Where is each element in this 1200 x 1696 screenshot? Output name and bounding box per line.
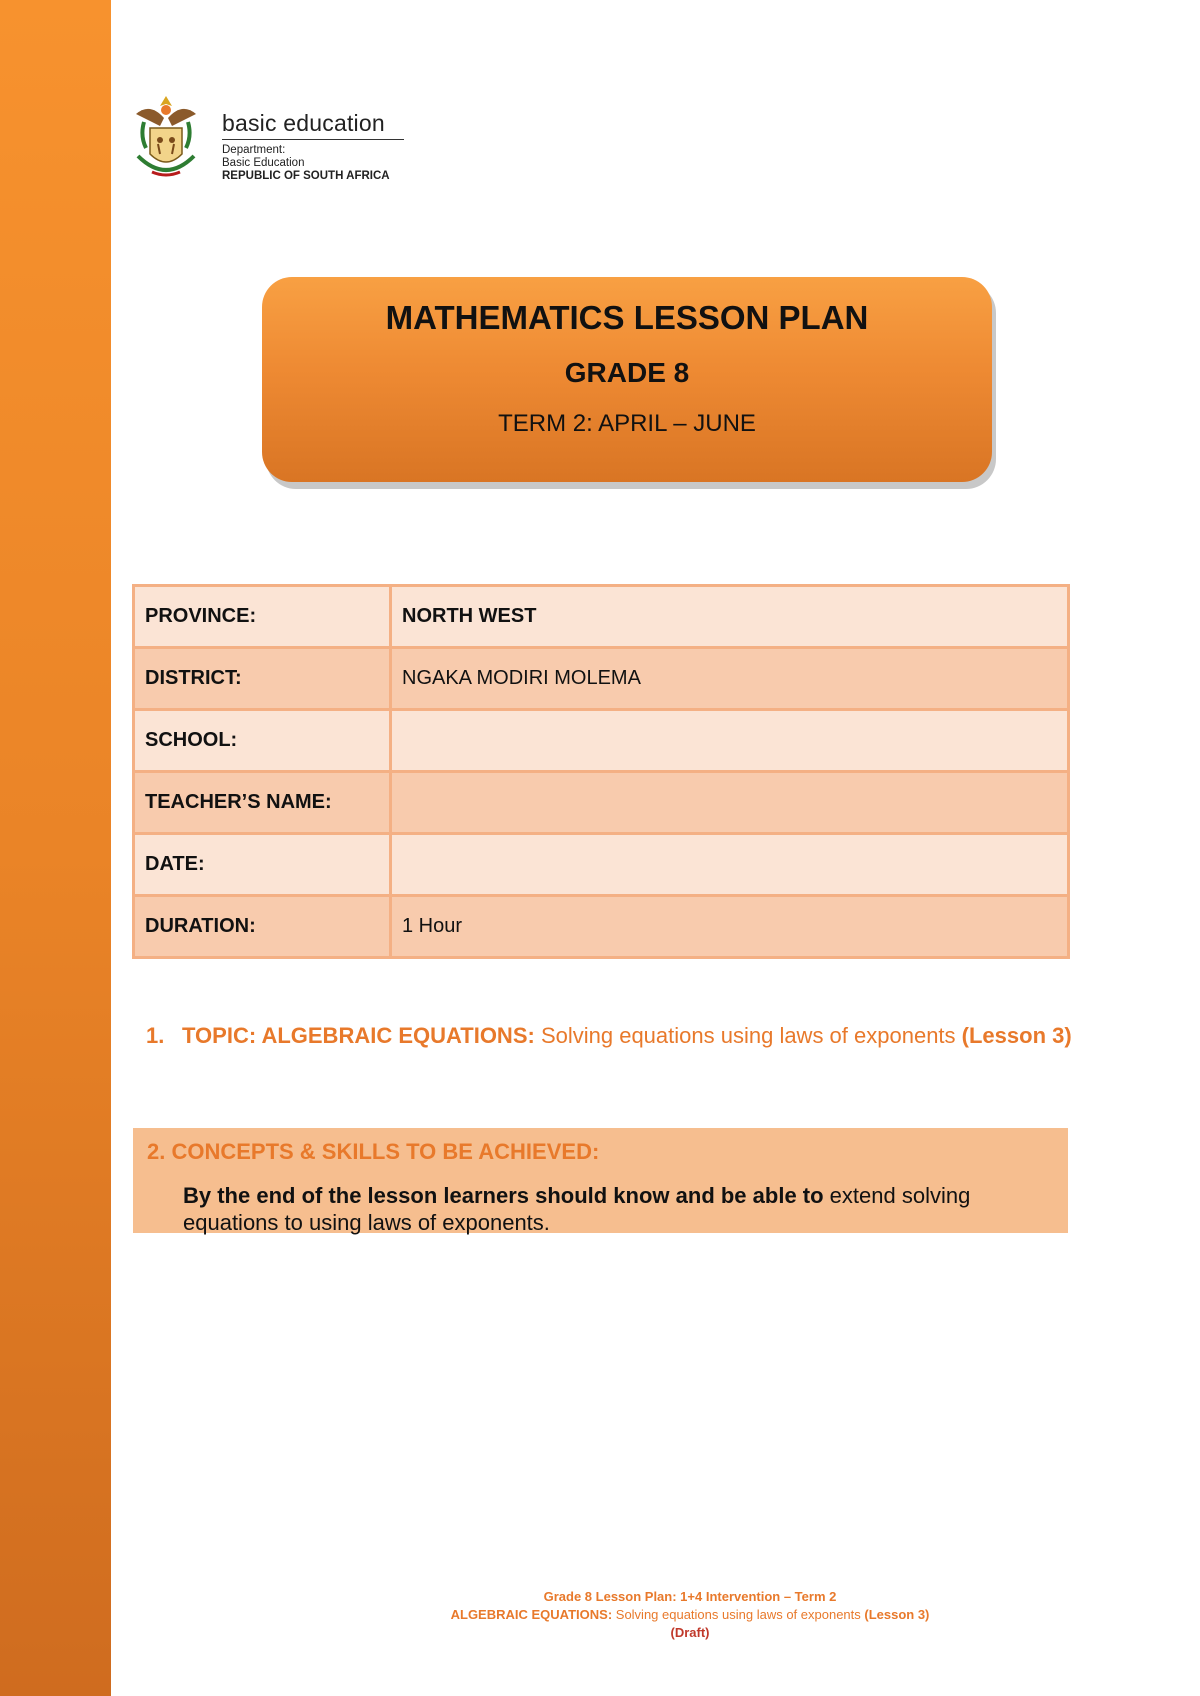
logo-republic: REPUBLIC OF SOUTH AFRICA xyxy=(222,170,390,182)
teacher-name-label: TEACHER’S NAME: xyxy=(134,772,391,834)
coat-of-arms-icon xyxy=(130,92,202,188)
table-row xyxy=(134,772,1069,834)
grade-label: GRADE 8 xyxy=(564,357,690,388)
duration-value: 1 Hour xyxy=(391,896,1069,958)
school-value xyxy=(391,710,1069,772)
concepts-section xyxy=(133,1128,1068,1233)
table-row xyxy=(134,648,1069,710)
province-value: NORTH WEST xyxy=(391,586,1069,648)
info-table xyxy=(132,584,1070,959)
district-label: DISTRICT: xyxy=(134,648,391,710)
footer-lesson: (Lesson 3) xyxy=(864,1607,930,1622)
footer-line-1: Grade 8 Lesson Plan: 1+4 Intervention – Term 2 xyxy=(543,1589,837,1604)
concepts-lead: By the end of the lesson learners should know and be able to xyxy=(183,1183,824,1208)
logo-basic-education: Basic Education xyxy=(222,157,305,169)
topic-prefix: TOPIC: ALGEBRAIC EQUATIONS: xyxy=(182,1023,535,1048)
page-footer xyxy=(380,1588,1000,1642)
table-row xyxy=(134,586,1069,648)
logo-title: basic education xyxy=(222,110,404,140)
teacher-name-value xyxy=(391,772,1069,834)
term-label: TERM 2: APRIL – JUNE xyxy=(498,410,756,437)
topic-text: Solving equations using laws of exponents xyxy=(534,1023,962,1048)
district-value: NGAKA MODIRI MOLEMA xyxy=(391,648,1069,710)
concepts-text: extend solving equations to using laws of exponents. xyxy=(183,1183,971,1235)
table-row xyxy=(134,710,1069,772)
topic-number: 1. xyxy=(146,1023,165,1048)
table-row xyxy=(134,834,1069,896)
logo-department: Department: xyxy=(222,144,286,156)
topic-lesson: (Lesson 3) xyxy=(961,1023,1072,1048)
title-box xyxy=(262,277,992,482)
province-label: PROVINCE: xyxy=(134,586,391,648)
document-title: MATHEMATICS LESSON PLAN xyxy=(385,299,869,336)
footer-prefix: ALGEBRAIC EQUATIONS: xyxy=(450,1607,613,1622)
footer-text: Solving equations using laws of exponents xyxy=(612,1607,865,1622)
date-value xyxy=(391,834,1069,896)
department-logo xyxy=(130,92,410,192)
table-row xyxy=(134,896,1069,958)
date-label: DATE: xyxy=(134,834,391,896)
duration-label: DURATION: xyxy=(134,896,391,958)
concepts-heading: 2. CONCEPTS & SKILLS TO BE ACHIEVED: xyxy=(147,1139,600,1164)
school-label: SCHOOL: xyxy=(134,710,391,772)
topic-section xyxy=(146,1022,1076,1050)
orange-side-bar xyxy=(0,0,111,1696)
footer-draft: (Draft) xyxy=(670,1625,710,1640)
